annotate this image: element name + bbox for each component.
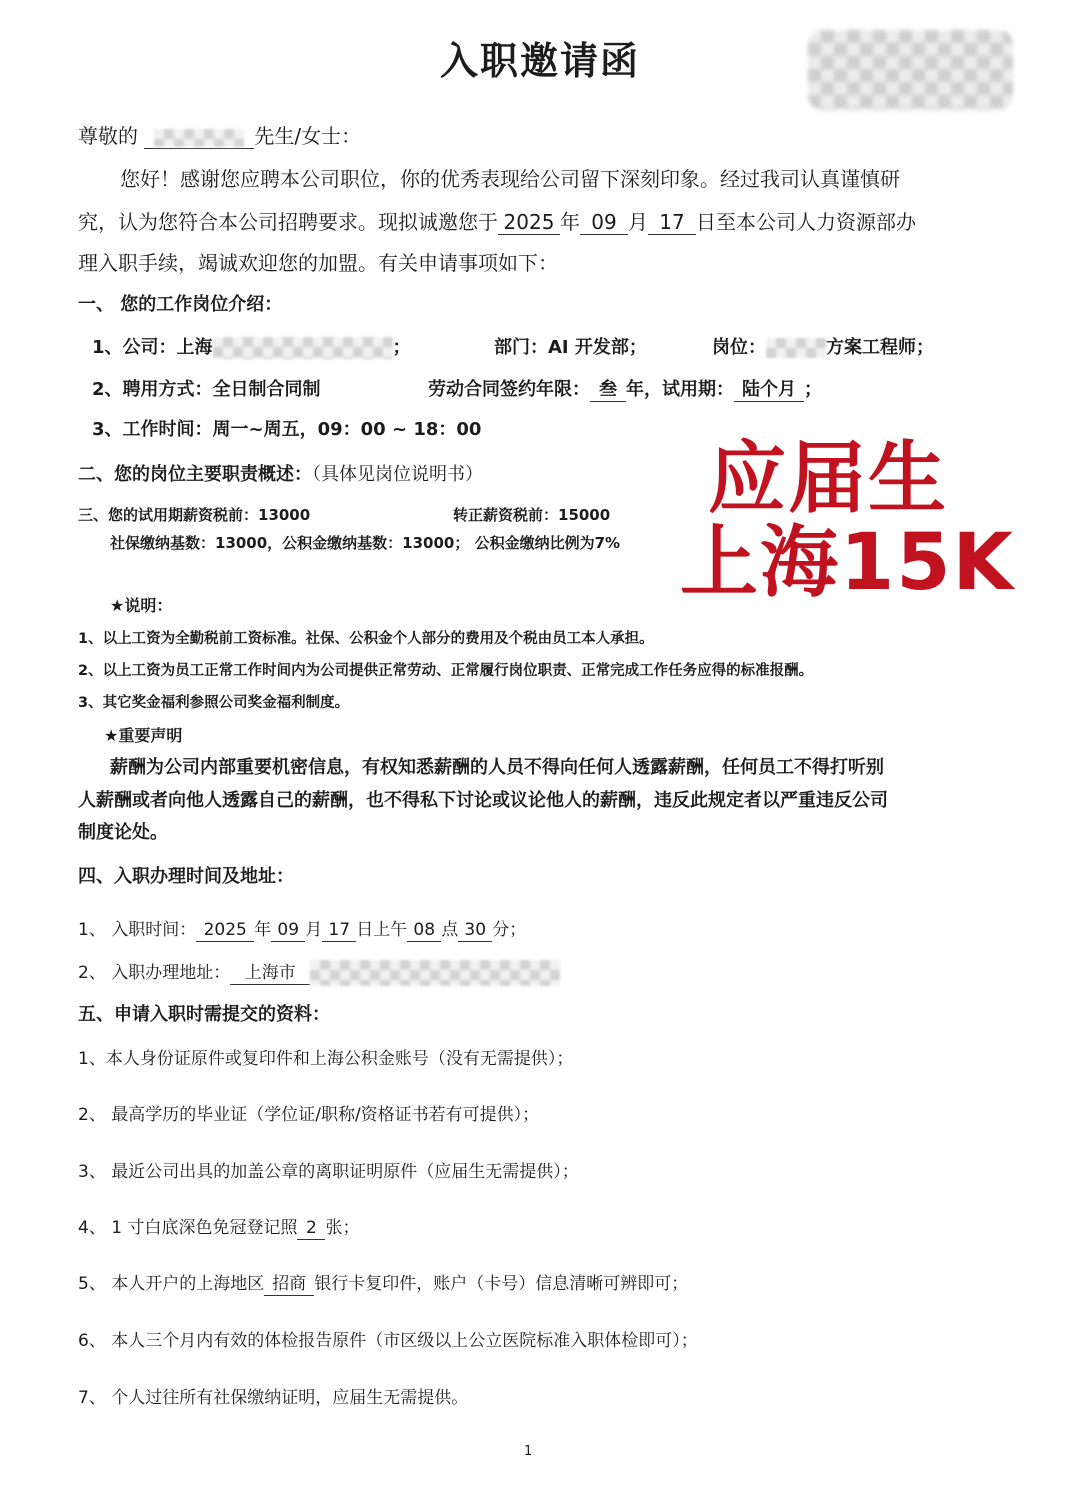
start-day: 17	[648, 211, 696, 235]
redacted-position	[766, 338, 826, 358]
note-item: 1、以上工资为全勤税前工资标准。社保、公积金个人部分的费用及个税由员工本人承担。	[78, 631, 654, 647]
notes-heading: ★说明：	[110, 596, 173, 615]
overlay-line-2: 上海15K	[680, 518, 1015, 608]
redacted-seal	[808, 30, 1013, 110]
probation-value: 陆个月	[734, 380, 804, 402]
start-month: 09	[580, 211, 628, 235]
probation-end: ；	[804, 379, 822, 400]
onboard-address	[78, 958, 560, 986]
material-item: 6、 本人三个月内有效的体检报告原件（市区级以上公立医院标准入职体检即可）；	[78, 1331, 698, 1351]
section2-row	[78, 460, 483, 486]
term-label: 劳动合同签约年限：	[428, 379, 590, 400]
item4-unit: 张；	[325, 1218, 360, 1238]
declaration-line-3: 制度论处。	[78, 822, 168, 843]
section2-heading: 二、您的岗位主要职责概述：	[78, 464, 312, 485]
probation-salary: 三、您的试用期薪资税前：13000	[78, 506, 311, 524]
work-time: 3、工作时间：周一~周五，09：00 ~ 18：00	[92, 419, 482, 440]
bank-name: 招商	[264, 1275, 314, 1296]
photo-count: 2	[297, 1219, 325, 1240]
address-label: 2、 入职办理地址：	[78, 963, 231, 983]
company-label: 1、公司：上海	[92, 337, 213, 358]
position-row	[712, 333, 934, 359]
recipient-name-blank	[144, 125, 254, 149]
onboard-month: 09	[271, 921, 305, 942]
intro-line-3: 理入职手续，竭诚欢迎您的加盟。有关申请事项如下：	[78, 251, 558, 275]
start-year: 2025	[498, 211, 560, 235]
section1-heading: 一、 您的工作岗位介绍：	[78, 294, 283, 315]
material-item	[78, 1269, 688, 1296]
greeting-suffix: 先生/女士：	[254, 124, 362, 148]
company-row	[92, 333, 411, 359]
day-unit: 日上午	[356, 920, 408, 940]
year-unit: 年	[560, 210, 580, 234]
intro-text: 究，认为您符合本公司招聘要求。现拟诚邀您于	[78, 210, 498, 234]
declaration-line-2: 人薪酬或者向他人透露自己的薪酬，也不得私下讨论或议论他人的薪酬，违反此规定者以严重违反公司	[78, 790, 888, 811]
declaration-heading: ★重要声明	[104, 726, 183, 745]
declaration-line-1: 薪酬为公司内部重要机密信息，有权知悉薪酬的人员不得向任何人透露薪酬，任何员工不得打听别	[110, 757, 884, 778]
material-item	[78, 1213, 359, 1240]
section4-heading: 四、入职办理时间及地址：	[78, 866, 294, 887]
position-suffix: 方案工程师；	[826, 337, 934, 358]
department: 部门：AI 开发部；	[494, 337, 647, 358]
month-unit: 月	[628, 210, 648, 234]
material-item: 7、 个人过往所有社保缴纳证明，应届生无需提供。	[78, 1388, 469, 1408]
note-item: 2、以上工资为员工正常工作时间内为公司提供正常劳动、正常履行岗位职责、正常完成工作任务应得的标准报酬。	[78, 663, 814, 679]
social-insurance-line: 社保缴纳基数：13000，公积金缴纳基数：13000； 公积金缴纳比例为7%	[110, 534, 621, 552]
month-unit: 月	[305, 920, 323, 940]
onboard-day: 17	[322, 921, 356, 942]
onboard-year: 2025	[196, 921, 254, 942]
minute-unit: 分；	[492, 920, 527, 940]
term-value: 叁	[590, 380, 626, 402]
position-label: 岗位：	[712, 337, 766, 358]
greeting	[78, 120, 361, 149]
note-item: 3、其它奖金福利参照公司奖金福利制度。	[78, 695, 350, 711]
contract-term	[428, 375, 822, 402]
item4-text: 4、 1 寸白底深色免冠登记照	[78, 1218, 298, 1238]
time-label: 1、 入职时间：	[78, 920, 197, 940]
section5-heading: 五、申请入职时需提交的资料：	[78, 1004, 330, 1025]
employment-type: 2、聘用方式：全日制合同制	[92, 379, 321, 400]
address-value: 上海市	[230, 964, 310, 985]
material-item: 2、 最高学历的毕业证（学位证/职称/资格证书若有可提供）；	[78, 1105, 540, 1125]
section2-note: （具体见岗位说明书）	[312, 464, 483, 485]
intro-line-2	[78, 206, 916, 235]
year-unit: 年	[254, 920, 272, 940]
onboard-time	[78, 915, 526, 942]
material-item: 3、 最近公司出具的加盖公章的离职证明原件（应届生无需提供）；	[78, 1162, 579, 1182]
redacted-address	[310, 960, 560, 986]
greeting-prefix: 尊敬的	[78, 124, 138, 148]
onboard-minute: 30	[458, 921, 492, 942]
overlay-line-1: 应届生	[708, 434, 949, 524]
term-unit: 年，试用期：	[626, 379, 734, 400]
item5-text: 银行卡复印件，账户（卡号）信息清晰可辨即可；	[314, 1274, 689, 1294]
regular-salary: 转正薪资税前：15000	[453, 506, 611, 524]
redacted-name	[154, 129, 244, 147]
hour-unit: 点	[441, 920, 459, 940]
company-end: ；	[392, 337, 411, 358]
intro-text: 日至本公司人力资源部办	[696, 210, 916, 234]
page-title: 入职邀请函	[439, 38, 640, 83]
onboard-hour: 08	[407, 921, 441, 942]
intro-line-1: 您好！感谢您应聘本公司职位，你的优秀表现给公司留下深刻印象。经过我司认真谨慎研	[120, 167, 900, 191]
page-number: 1	[524, 1444, 533, 1459]
redacted-company	[213, 337, 393, 359]
item5-text: 5、 本人开户的上海地区	[78, 1274, 265, 1294]
material-item: 1、本人身份证原件或复印件和上海公积金账号（没有无需提供）；	[78, 1049, 574, 1069]
